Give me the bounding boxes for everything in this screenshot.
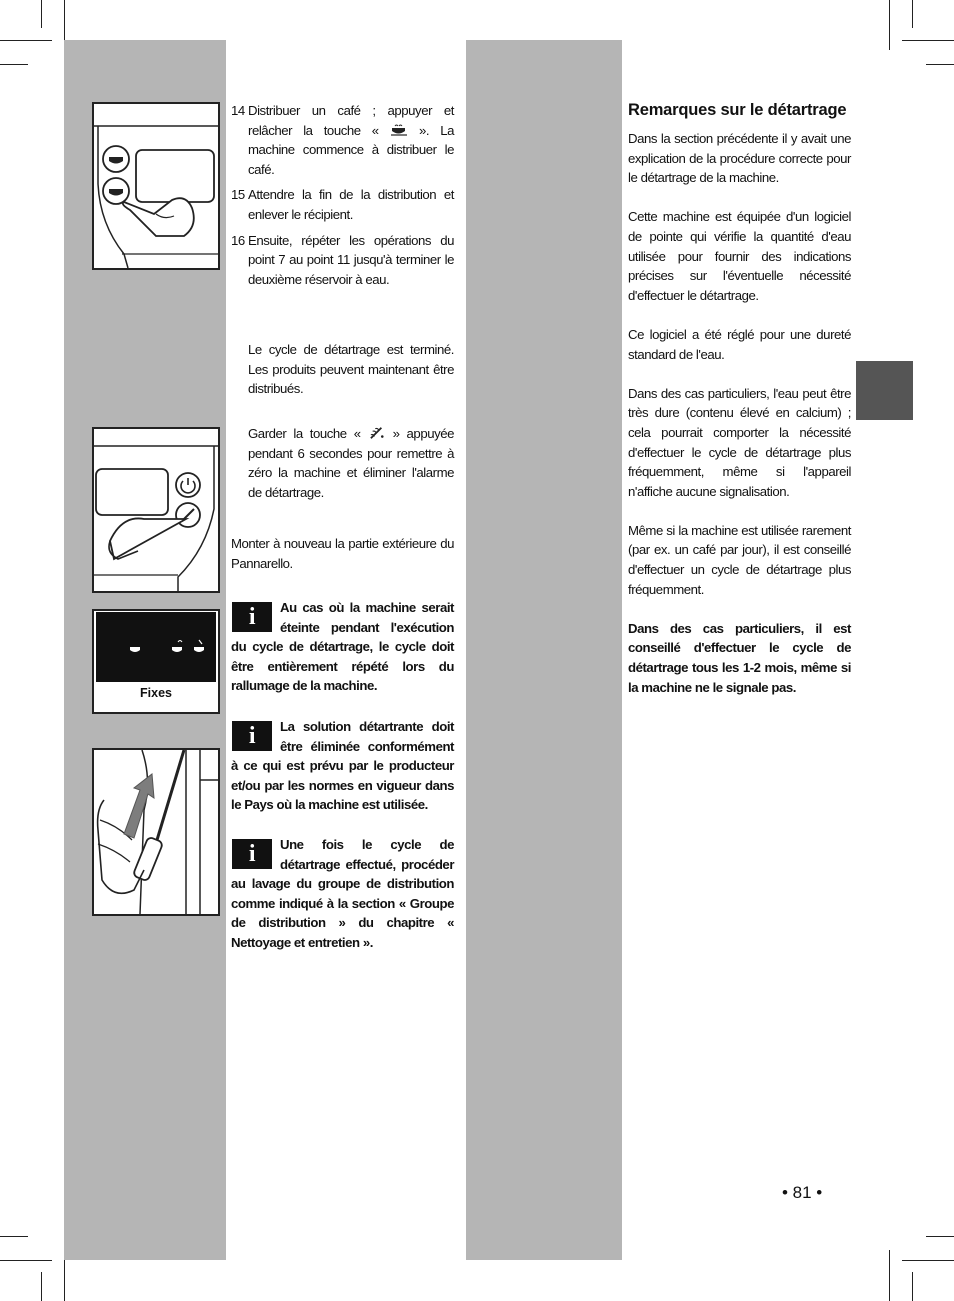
info-note-text: Une fois le cycle de détartrage effectué, procéder au lavage du groupe de distribution comme indiqué à la section « Groupe de distribution » du chapitre « Nettoyage et entretien ».	[231, 837, 454, 950]
figure-press-descale-button	[92, 427, 220, 593]
remarks-paragraph: Ce logiciel a été réglé pour une dureté standard de l'eau.	[628, 326, 851, 362]
step-16	[231, 231, 454, 290]
step-14	[231, 101, 454, 179]
info-icon: i	[232, 602, 272, 632]
info-note-text: Au cas où la machine serait éteinte pendant l'exécution du cycle de détartrage, le cycle doit être entièrement répété lors du rallumage de la machine.	[231, 600, 454, 694]
remarks-paragraph: Même si la machine est utilisée rarement (par ex. un café par jour), il est conseillé d'effectuer un cycle de détartrage plus fréquemment.	[628, 522, 851, 597]
remarks-paragraph-bold: Dans des cas particuliers, il est conseillé d'effectuer le cycle de détartrage tous les 1-2 mois, même si la machine ne le signale pas.	[628, 620, 851, 695]
info-note-text: La solution détartrante doit être éliminée conformément à ce qui est prévu par le producteur et/ou par les normes en vigueur dans le Pays où la machine est utilisée.	[231, 719, 454, 813]
info-note-brewing-unit	[231, 835, 454, 953]
info-note-power-off	[231, 598, 454, 696]
figure-press-coffee-button	[92, 102, 220, 270]
reassemble-pannarello-text: Monter à nouveau la partie extérieure du Pannarello.	[231, 536, 454, 571]
coffee-cup-icon	[390, 123, 408, 137]
figure-display-fixed-icons	[92, 609, 220, 714]
step-text: Ensuite, répéter les opérations du point 7 au point 11 jusqu'à terminer le deuxième réservoir à eau.	[248, 232, 454, 287]
step-number: 16	[231, 232, 245, 248]
step-number: 14	[231, 103, 245, 118]
fixes-label: Fixes	[140, 686, 172, 700]
step-number: 15	[231, 187, 245, 203]
step-text-cont: ». La machine commence à distribuer le café.	[248, 122, 455, 177]
info-icon: i	[232, 839, 272, 869]
step-text: Distribuer un café ; appuyer et relâcher la touche «	[248, 103, 454, 138]
chapter-tab	[856, 361, 913, 420]
remarks-paragraph: Dans la section précédente il y avait une explication de la procédure correcte pour le détartrage de la machine.	[628, 131, 851, 186]
info-icon: i	[232, 721, 272, 751]
descale-icon	[368, 426, 386, 440]
page-number: • 81 •	[782, 1183, 823, 1202]
reset-alarm-text	[248, 424, 454, 502]
info-note-disposal	[231, 717, 454, 815]
remarks-section	[628, 100, 851, 717]
cycle-complete-text: Le cycle de détartrage est terminé. Les produits peuvent maintenant être distribués.	[248, 342, 454, 397]
instruction-steps	[231, 101, 454, 295]
reset-alarm-text-start: Garder la touche «	[248, 426, 368, 441]
reset-alarm-text-end: » appuyée pendant 6 secondes pour remettre à zéro la machine et éliminer l'alarme de détartrage.	[248, 426, 455, 500]
step-15	[231, 185, 454, 224]
right-margin-band	[466, 40, 622, 1260]
remarks-paragraph: Cette machine est équipée d'un logiciel de pointe qui vérifie la quantité d'eau utilisée pour fournir des indications précises sur l'éventuelle nécessité d'effectuer le détartrage.	[628, 209, 851, 303]
remarks-paragraph: Dans des cas particuliers, l'eau peut être très dure (contenu élevé en calcium) ; cela pourrait comporter la nécessité d'effectuer le cycle de détartrage plus fréquemment, même si l'appareil n'affiche aucune signalisation.	[628, 385, 851, 499]
step-text: Attendre la fin de la distribution et enlever le récipient.	[248, 187, 454, 222]
figure-pannarello-reassembly	[92, 748, 220, 916]
remarks-title: Remarques sur le détartrage	[628, 101, 847, 119]
